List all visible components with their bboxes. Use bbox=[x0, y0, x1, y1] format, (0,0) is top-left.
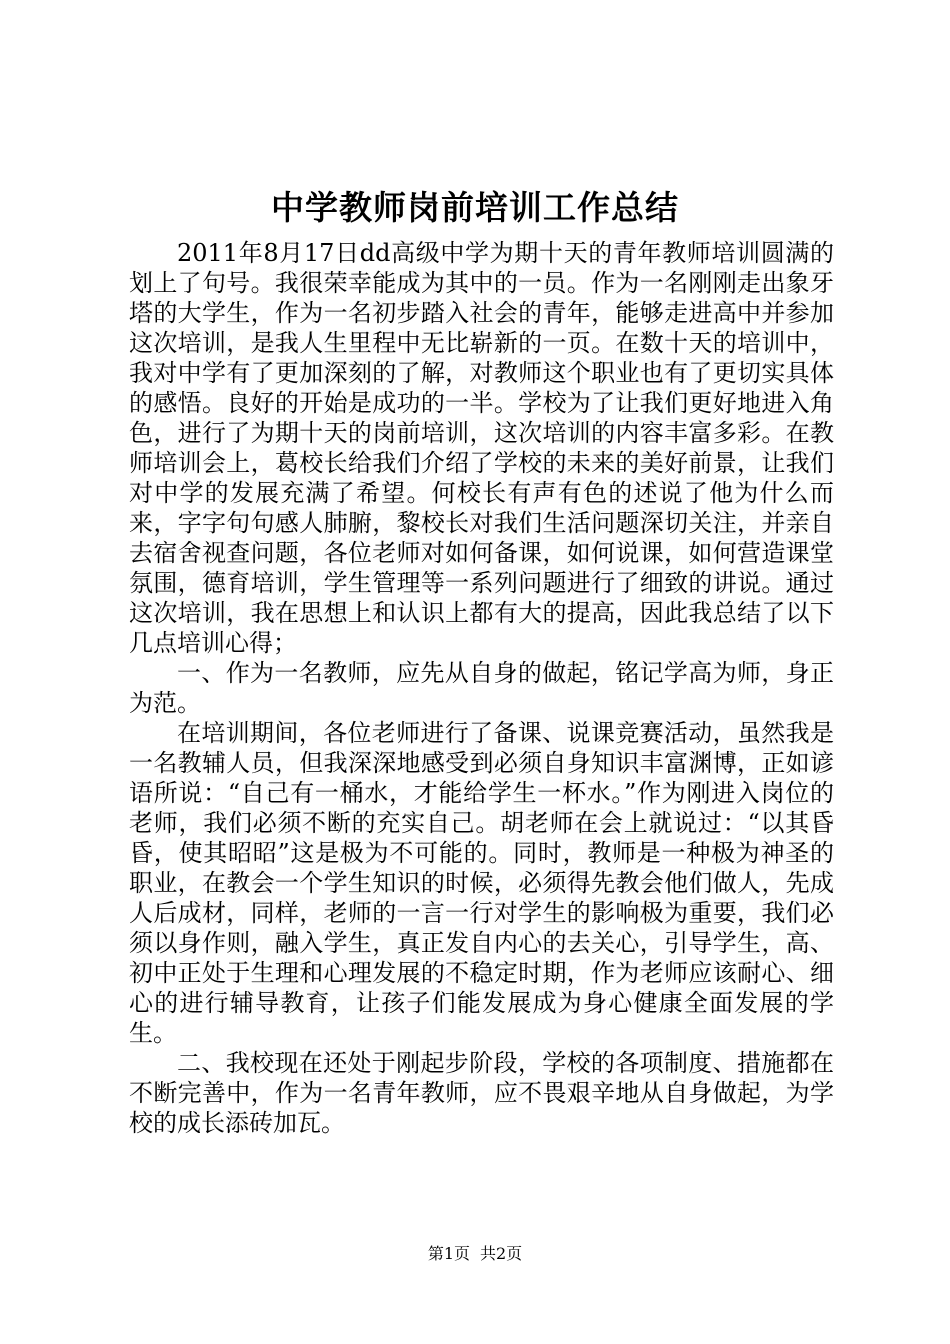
paragraph-point-one: 一、作为一名教师，应先从自身的做起，铭记学高为师，身正为范。 bbox=[129, 659, 834, 717]
page-number-total: 共2页 bbox=[480, 1244, 523, 1263]
document-body bbox=[129, 238, 834, 1138]
page-number-current: 第1页 bbox=[427, 1244, 470, 1263]
document-title: 中学教师岗前培训工作总结 bbox=[271, 188, 679, 227]
paragraph-training-details: 在培训期间，各位老师进行了备课、说课竞赛活动，虽然我是一名教辅人员，但我深深地感受到必须自身知识丰富渊博，正如谚语所说：“自己有一桶水，才能给学生一杯水。”作为刚进入岗位的老师，我们必须不断的充实自己。胡老师在会上就说过：“以其昏昏，使其昭昭”这是极为不可能的。同时，教师是一种极为神圣的职业，在教会一个学生知识的时候，必须得先教会他们做人，先成人后成材，同样，老师的一言一行对学生的影响极为重要，我们必须以身作则，融入学生，真正发自内心的去关心，引导学生，高、初中正处于生理和心理发展的不稳定时期，作为老师应该耐心、细心的进行辅导教育，让孩子们能发展成为身心健康全面发展的学生。 bbox=[129, 719, 834, 1047]
paragraph-point-two: 二、我校现在还处于刚起步阶段，学校的各项制度、措施都在不断完善中，作为一名青年教师，应不畏艰辛地从自身做起，为学校的成长添砖加瓦。 bbox=[129, 1049, 834, 1137]
page-footer bbox=[0, 1244, 950, 1264]
paragraph-intro: 2011年8月17日dd高级中学为期十天的青年教师培训圆满的划上了句号。我很荣幸能成为其中的一员。作为一名刚刚走出象牙塔的大学生，作为一名初步踏入社会的青年，能够走进高中并参加这次培训，是我人生里程中无比崭新的一页。在数十天的培训中，我对中学有了更加深刻的了解，对教师这个职业也有了更切实具体的感悟。良好的开始是成功的一半。学校为了让我们更好地进入角色，进行了为期十天的岗前培训，这次培训的内容丰富多彩。在教师培训会上，葛校长给我们介绍了学校的未来的美好前景，让我们对中学的发展充满了希望。何校长有声有色的述说了他为什么而来，字字句句感人肺腑，黎校长对我们生活问题深切关注，并亲自去宿舍视查问题，各位老师对如何备课，如何说课，如何营造课堂氛围，德育培训，学生管理等一系列问题进行了细致的讲说。通过这次培训，我在思想上和认识上都有大的提高，因此我总结了以下几点培训心得； bbox=[129, 239, 834, 657]
